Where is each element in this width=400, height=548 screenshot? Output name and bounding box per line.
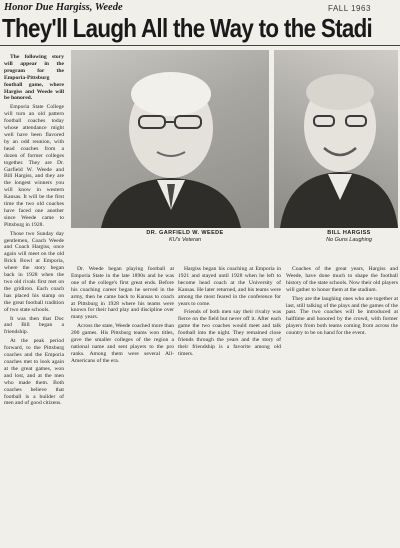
photo-caption-weede bbox=[130, 230, 240, 243]
photo-hargiss bbox=[274, 50, 398, 228]
article-paragraph: Hargiss began his coaching at Emporia in 1921 and stayed until 1928 when he left to become head coach at the University of Kansas. He later returned, and his teams were among the most feared in the conference for years to come. bbox=[178, 266, 281, 307]
article-paragraph: Friends of both men say their rivalry was fierce on the field but never off it. After each game the two coaches would meet and talk football into the night. They remained close friends through the years and the story of their friendship is a favorite among old timers. bbox=[178, 309, 281, 357]
article-paragraph: The following story will appear in the program for the Emporia-Pittsburg football game, where Hargiss and Weede will be honored. bbox=[4, 54, 64, 102]
portrait-hargiss-image bbox=[274, 50, 398, 228]
portrait-weede-image bbox=[71, 50, 269, 228]
article-column-3 bbox=[286, 266, 398, 546]
photo-weede bbox=[71, 50, 269, 228]
photo-caption-hargiss bbox=[300, 230, 398, 243]
date-stamp: FALL 1963 bbox=[328, 4, 371, 13]
article-paragraph: Across the state, Weede coached more than 200 games. His Pittsburg teams won titles, gave the smaller colleges of the region a national name and sent players to the pro ranks. Among them were several All-Americans of the era. bbox=[71, 323, 174, 364]
article-paragraph: Coaches of the great years, Hargiss and Weede, have done much to shape the football history of the state schools. Now their old players will gather to honor them at the stadium. bbox=[286, 266, 398, 293]
caption-name: DR. GARFIELD W. WEEDE bbox=[146, 230, 224, 236]
article-paragraph: Those two Sunday day gentlemen, Coach Weede and Coach Hargiss, once again will meet on the old Brick Bowl at Emporia, where the story began back in 1928 when the two old rivals first met on the gridiron. Each coach has placed his stamp on the great football tradition of two state schools. bbox=[4, 230, 64, 313]
article-paragraph: It was then that Doc and Bill began a friendship. bbox=[4, 315, 64, 336]
article-column-1 bbox=[71, 266, 174, 546]
article-column-left bbox=[4, 54, 64, 546]
caption-subtitle: No Guns Laughing bbox=[326, 236, 372, 243]
article-paragraph: Dr. Weede began playing football at Emporia State in the late 1890s and he was one of the college's first great ends. Before his coaching career began he served in the army, then he came back to Kansas to coach at Pittsburg in 1928 where his teams were known for their hard play and discipline over many years. bbox=[71, 266, 174, 321]
article-column-2 bbox=[178, 266, 281, 546]
article-paragraph: Emporia State College will turn an old pattern football coaches today whose attendance might well have been flavored by an odd reunion, with head coaches from a dozen of former colleges together. They are Dr. Garfield W. Weede and Bill Hargiss, and they are the longest winners you will know in western Kansas. It will be the first time the two old coaches have faced one another since Weede came to Pittsburg in 1928. bbox=[4, 104, 64, 228]
kicker-line: Honor Due Hargiss, Weede bbox=[4, 2, 123, 13]
headline-rule bbox=[0, 45, 400, 46]
caption-name: BILL HARGISS bbox=[327, 230, 371, 236]
caption-subtitle: KU's Veteran bbox=[168, 236, 202, 243]
article-paragraph: They are the laughing ones who are together at last, still talking of the plays and the games of the past. The two coaches will be introduced at halftime and honored by the crowd, with former players from both teams coming from across the country to be on hand for the event. bbox=[286, 295, 398, 337]
article-paragraph: At the peak period forward, to the Pittsburg coaches and the Emporia coaches met to look again at the great games, won and lost, and at the men who made them. Both coaches believe that football is a builder of men and of good citizens. bbox=[4, 338, 64, 407]
headline: They'll Laugh All the Way to the Stadi bbox=[2, 13, 373, 43]
